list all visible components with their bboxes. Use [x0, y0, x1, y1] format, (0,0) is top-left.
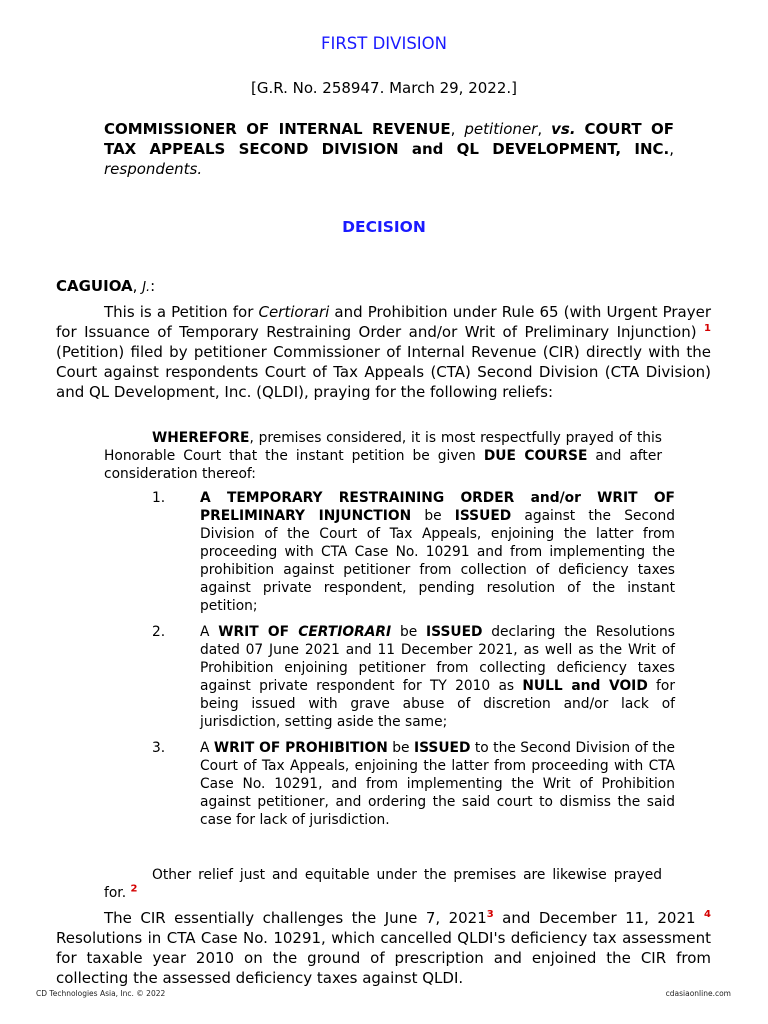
- item-bold: ISSUED: [413, 740, 471, 756]
- due-course: DUE COURSE: [483, 448, 588, 464]
- respondent-names: COURT OF TAX APPEALS SECOND DIVISION and QL DEVELOPMENT, INC.: [104, 120, 674, 158]
- item-number: 1.: [152, 490, 166, 506]
- other-relief: [104, 866, 662, 902]
- intro-text-1: This is a Petition for: [104, 303, 259, 321]
- item-text: to the Second Division of the Court of Tax Appeals, enjoining the latter from proceeding with CTA Case No. 10291, and from implementing the Writ of Prohibition against petitioner, and ordering the said court to dismiss the said case for lack of jurisdiction.: [200, 740, 675, 828]
- list-item: [104, 489, 675, 615]
- item-text: A: [200, 624, 219, 640]
- petitioner-name: COMMISSIONER OF INTERNAL REVENUE: [104, 120, 451, 138]
- wherefore-label: WHEREFORE: [152, 430, 250, 446]
- decision-title: DECISION: [342, 218, 426, 236]
- item-text: for being issued with grave abuse of discretion and/or lack of jurisdiction, setting aside the same;: [200, 678, 676, 730]
- respondent-role: respondents.: [104, 160, 203, 178]
- item-text: be: [411, 508, 455, 524]
- footer-site[interactable]: cdasiaonline.com: [665, 989, 731, 998]
- challenge-text-2: and December 11, 2021: [493, 909, 696, 927]
- item-text: be: [387, 740, 414, 756]
- item-bold-italic: CERTIORARI: [298, 624, 392, 640]
- ponente: CAGUIOA, J.:: [56, 277, 156, 295]
- footer-copyright: CD Technologies Asia, Inc. © 2022: [36, 989, 166, 998]
- intro-paragraph: [56, 302, 711, 402]
- footnote-1-link[interactable]: 1: [704, 323, 711, 334]
- item-bold: A TEMPORARY RESTRAINING ORDER and/or WRIT OF PRELIMINARY INJUNCTION: [200, 490, 675, 524]
- case-number: [G.R. No. 258947. March 29, 2022.]: [250, 79, 518, 97]
- petitioner-role: petitioner: [464, 120, 538, 138]
- item-text: against the Second Division of the Court of Tax Appeals, enjoining the latter from proceeding with CTA Case No. 10291 and from implementing the prohibition against petitioner from collection of deficiency taxes against private respondent, pending resolution of the instant petition;: [200, 508, 675, 614]
- item-number: 2.: [152, 624, 166, 640]
- challenge-paragraph: [56, 908, 711, 988]
- ponente-suffix: J.: [142, 280, 151, 295]
- ponente-name: CAGUIOA: [56, 277, 133, 295]
- item-bold: ISSUED: [454, 508, 512, 524]
- versus: vs.: [551, 120, 576, 138]
- division-heading: FIRST DIVISION: [320, 34, 447, 53]
- item-bold: WRIT OF PROHIBITION: [213, 740, 388, 756]
- list-item: [104, 739, 675, 829]
- intro-text-2: and Prohibition under Rule 65 (with Urgent Prayer for Issuance of Temporary Restraining Order and/or Writ of Preliminary Injunction): [56, 303, 711, 341]
- quote-text-1: , premises considered, it is most respectfully prayed of this Honorable Court that the instant petition be given: [104, 430, 662, 464]
- item-bold: NULL and VOID: [522, 678, 648, 694]
- footnote-2-link[interactable]: 2: [130, 883, 138, 895]
- list-item: [104, 623, 675, 731]
- other-relief-text: Other relief just and equitable under the premises are likewise prayed for.: [104, 867, 662, 901]
- ponente-colon: :: [150, 277, 156, 295]
- item-text: A: [200, 740, 214, 756]
- item-number: 3.: [152, 740, 166, 756]
- certiorari-term: Certiorari: [258, 303, 330, 321]
- quote-text-2: and after consideration thereof:: [104, 448, 662, 482]
- parties-block: COMMISSIONER OF INTERNAL REVENUE, petitioner, vs. COURT OF TAX APPEALS SECOND DIVISION and QL DEVELOPMENT, INC., respondents.: [104, 120, 674, 178]
- challenge-text-1: The CIR essentially challenges the June 7, 2021: [104, 909, 487, 927]
- intro-text-3: (Petition) filed by petitioner Commissioner of Internal Revenue (CIR) directly with the Court against respondents Court of Tax Appeals (CTA) Second Division (CTA Division) and QL Development, Inc. (QLDI), praying for the following reliefs:: [56, 343, 711, 401]
- item-text: be: [391, 624, 427, 640]
- item-text: declaring the Resolutions dated 07 June 2021 and 11 December 2021, as well as the Writ of Prohibition enjoining petitioner from collecting deficiency taxes against private respondent for TY 2010 as: [200, 624, 675, 694]
- challenge-text-3: Resolutions in CTA Case No. 10291, which cancelled QLDI's deficiency tax assessment for taxable year 2010 on the ground of prescription and enjoined the CIR from collecting the assessed deficiency taxes against QLDI.: [56, 929, 711, 987]
- item-bold: ISSUED: [426, 624, 483, 640]
- item-bold: WRIT OF: [218, 624, 299, 640]
- footnote-3-link[interactable]: 3: [486, 909, 494, 920]
- footnote-4-link[interactable]: 4: [704, 909, 711, 920]
- relief-list: [104, 489, 675, 837]
- wherefore-quote: [104, 429, 662, 483]
